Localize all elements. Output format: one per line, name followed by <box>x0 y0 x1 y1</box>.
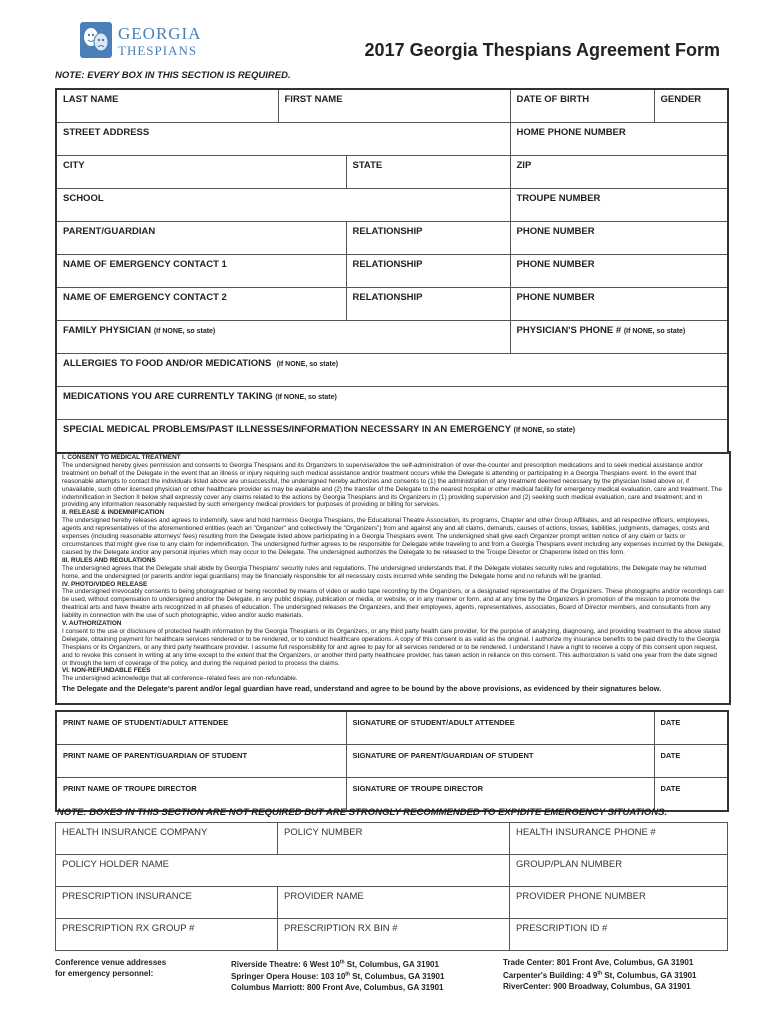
required-note: NOTE: EVERY BOX IN THIS SECTION IS REQUIRED. <box>55 70 291 81</box>
student-print-name-field[interactable]: PRINT NAME OF STUDENT/ADULT ATTENDEE <box>56 711 346 745</box>
parent-signature-field[interactable]: SIGNATURE OF PARENT/GUARDIAN OF STUDENT <box>346 745 654 778</box>
section-fees-text: The undersigned acknowledge that all conference–related fees are non-refundable. <box>62 675 298 683</box>
emergency2-phone-field[interactable]: PHONE NUMBER <box>510 288 728 321</box>
rivercenter-address: RiverCenter: 900 Broadway, Columbus, GA 31901 <box>503 981 691 991</box>
rx-id-field[interactable]: PRESCRIPTION ID # <box>510 919 728 951</box>
georgia-thespians-logo <box>80 22 210 62</box>
section-rules-heading: III. RULES AND REGULATIONS <box>62 556 156 564</box>
zip-field[interactable]: ZIP <box>510 156 728 189</box>
footer-venues-col1 <box>231 957 444 993</box>
phone-number-field[interactable]: PHONE NUMBER <box>510 222 728 255</box>
provider-name-field[interactable]: PROVIDER NAME <box>278 887 510 919</box>
emergency2-relationship-field[interactable]: RELATIONSHIP <box>346 288 510 321</box>
policy-number-field[interactable]: POLICY NUMBER <box>278 823 510 855</box>
city-field[interactable]: CITY <box>56 156 346 189</box>
rx-bin-field[interactable]: PRESCRIPTION RX BIN # <box>278 919 510 951</box>
legal-terms <box>55 451 731 705</box>
director-print-name-field[interactable]: PRINT NAME OF TROUPE DIRECTOR <box>56 778 346 812</box>
first-name-field[interactable]: FIRST NAME <box>278 89 510 123</box>
director-signature-field[interactable]: SIGNATURE OF TROUPE DIRECTOR <box>346 778 654 812</box>
insurance-table <box>55 822 728 951</box>
section-photo-text: The undersigned irrevocably consents to being photographed or being recorded by means of video or audio tape recording by the Organizers, or a designated representative of the Organizers. These photographs and/or recordings can be used, without compensation to undersigned and/or the Delegate, in any public display, publication or media, or website, or in any manner or form, and at any time by the Organizers in promotion of the mission to promote the theatrical arts and have theatre arts recognized in all phases of education. The undersigned releases the Organizers, and their employees, agents, representatives, associates, Board of Director members, and consultants from any liability in connection with the use of such photographic, video and/or audio materials. <box>62 588 724 620</box>
riverside-address: Riverside Theatre: 6 West 10th St, Columbus, GA 31901 <box>231 959 439 969</box>
state-field[interactable]: STATE <box>346 156 510 189</box>
relationship-field[interactable]: RELATIONSHIP <box>346 222 510 255</box>
springer-address: Springer Opera House: 103 10th St, Columbus, GA 31901 <box>231 971 445 982</box>
parent-date-field[interactable]: DATE <box>654 745 728 778</box>
section-release-heading: II. RELEASE & INDEMNIFICATION <box>62 509 165 517</box>
dob-field[interactable]: DATE OF BIRTH <box>510 89 654 123</box>
optional-note: NOTE: BOXES IN THIS SECTION ARE NOT REQUIRED BUT ARE STRONGLY RECOMMENDED TO EXPIDITE EMERGENCY SITUATIONS. <box>57 807 668 818</box>
section-consent-heading: I. CONSENT TO MEDICAL TREATMENT <box>62 454 181 461</box>
section-authorization-text: I consent to the use or disclosure of protected health information by the Georgia Thespians or its Organizers, or any third party health care provider, for the purpose of analyzing, diagnosing, and providing treatment to the above stated Delegate, obtaining payment for healthcare services rendered or to be rendered, or to conduct healthcare operations. A copy of this consent is as valid as the original. I authorize my insurance benefits to be paid directly to the Georgia Thespians or its Organizers, or any third party healthcare provider. I assume full responsibility for and agree to pay for all services rendered or to be rendered. I understand I have a right to receive a copy of this consent upon request, and to revoke this consent in writing at any time except to the extent that the Organizers, or another third party healthcare provider, has taken action in reliance on this consent. This authorization is valid one year from the date signed or through the term of coverage of the policy, and during the required period to process the claims. <box>62 627 721 667</box>
agreement-statement: The Delegate and the Delegate's parent and/or legal guardian have read, understand and agree to be bound by the above provisions, as evidenced by their signatures below. <box>62 684 662 694</box>
troupe-number-field[interactable]: TROUPE NUMBER <box>510 189 728 222</box>
director-date-field[interactable]: DATE <box>654 778 728 812</box>
trade-center-address: Trade Center: 801 Front Ave, Columbus, GA 31901 <box>503 958 694 967</box>
page-title: 2017 Georgia Thespians Agreement Form <box>364 40 720 60</box>
student-signature-field[interactable]: SIGNATURE OF STUDENT/ADULT ATTENDEE <box>346 711 654 745</box>
signature-table <box>55 710 729 812</box>
logo-line2: THESPIANS <box>118 43 198 58</box>
delegate-info-table <box>55 88 729 454</box>
insurance-phone-field[interactable]: HEALTH INSURANCE PHONE # <box>510 823 728 855</box>
emergency-contact2-field[interactable]: NAME OF EMERGENCY CONTACT 2 <box>56 288 346 321</box>
policy-holder-field[interactable]: POLICY HOLDER NAME <box>56 855 510 887</box>
section-fees-heading: VI. NON-REFUNDABLE FEES <box>62 667 151 675</box>
section-consent-text: The undersigned hereby gives permission and consents to Georgia Thespians and its Organizers to supervise/allow the self-administration of over-the-counter and prescription medications and to seek medical assistance and/or treatment on behalf of the Delegate in the event that an illness or injury requiring such medical assistance and/or treatment occurs while the Delegate is attending or participating in a Georgia Thespians event. In the event that reasonable attempts to contact the individuals listed above are unsuccessful, the undersigned hereby authorizes and consents to (1) the administration of any treatment deemed necessary by the physician listed above or, if unavailable, such other licensed physician or other healthcare provider as may be available and (2) the transfer of the Delegate to the nearest hospital or other medical facility for emergency medical evaluation, care and treatment. The indemnification in Section II below shall expressly cover any claims related to the actions by Georgia Thespians and its Organizers in (1) providing supervision and (2) seeking such medical evaluation, care and treatment; and in providing any information reasonably requested by such emergency medical providers for purposes of providing or billing for services. <box>62 461 722 509</box>
emergency1-relationship-field[interactable]: RELATIONSHIP <box>346 255 510 288</box>
street-address-field[interactable]: STREET ADDRESS <box>56 123 510 156</box>
allergies-field[interactable]: ALLERGIES TO FOOD AND/OR MEDICATIONS (If NONE, so state) <box>56 354 728 387</box>
emergency-contact1-field[interactable]: NAME OF EMERGENCY CONTACT 1 <box>56 255 346 288</box>
special-medical-field[interactable]: SPECIAL MEDICAL PROBLEMS/PAST ILLNESSES/INFORMATION NECESSARY IN AN EMERGENCY (If NONE, so state) <box>56 420 728 454</box>
footer-venue-label: Conference venue addresses for emergency personnel: <box>55 958 167 978</box>
group-plan-field[interactable]: GROUP/PLAN NUMBER <box>510 855 728 887</box>
school-field[interactable]: SCHOOL <box>56 189 510 222</box>
logo-line1: GEORGIA <box>118 24 202 43</box>
footer-venues-col2 <box>503 957 697 992</box>
section-authorization-heading: V. AUTHORIZATION <box>62 620 122 628</box>
section-release-text: The undersigned hereby releases and agrees to indemnify, save and hold harmless Georgia Thespians, the Educational Theatre Association, its programs, Chapter and other Group Affiliates, and all respective officers, employees, agents and representatives of the aforementioned entities (each an "Organizer" and collectively the "Organizers") from and against any and all claims, demands, causes of actions, losses, liabilities, judgments, damages, costs and expenses (including reasonable attorneys' fees) resulting from the Delegate listed above participating in a Georgia Thespians event. The undersigned shall give each Organizer prompt written notice of any claim or facts or circumstances that might give rise to any claim for indemnification. The undersigned further agrees to be responsible for Delegate while traveling to and from a Georgia Thespians event including any expenses incurred by the Delegate, caused by the Delegate and/or any personal injuries which may occur to the Delegate. The undersigned authorizes the Delegate to be released to the Troupe Director or Chaperone listed on this form. <box>62 517 724 556</box>
gender-field[interactable]: GENDER <box>654 89 728 123</box>
rx-group-field[interactable]: PRESCRIPTION RX GROUP # <box>56 919 278 951</box>
emergency1-phone-field[interactable]: PHONE NUMBER <box>510 255 728 288</box>
last-name-field[interactable]: LAST NAME <box>56 89 278 123</box>
medications-field[interactable]: MEDICATIONS YOU ARE CURRENTLY TAKING (If NONE, so state) <box>56 387 728 420</box>
home-phone-field[interactable]: HOME PHONE NUMBER <box>510 123 728 156</box>
parent-print-name-field[interactable]: PRINT NAME OF PARENT/GUARDIAN OF STUDENT <box>56 745 346 778</box>
masks-icon <box>80 22 112 58</box>
section-photo-heading: IV. PHOTO/VIDEO RELEASE <box>62 580 148 588</box>
provider-phone-field[interactable]: PROVIDER PHONE NUMBER <box>510 887 728 919</box>
physician-phone-field[interactable]: PHYSICIAN'S PHONE # (If NONE, so state) <box>510 321 728 354</box>
section-rules-text: The undersigned agrees that the Delegate shall abide by Georgia Thespians' security rules and regulations. The undersigned understands that, if the Delegate violates security rules and regulations, the Delegate may be returned home, and the undersigned (or parents and/or legal guardians) may be financially responsible for all necessary costs incurred while sending the Delegate home and no refunds will be granted. <box>62 564 707 580</box>
prescription-insurance-field[interactable]: PRESCRIPTION INSURANCE <box>56 887 278 919</box>
marriott-address: Columbus Marriott: 800 Front Ave, Columbus, GA 31901 <box>231 983 444 993</box>
parent-guardian-field[interactable]: PARENT/GUARDIAN <box>56 222 346 255</box>
student-date-field[interactable]: DATE <box>654 711 728 745</box>
family-physician-field[interactable]: FAMILY PHYSICIAN (If NONE, so state) <box>56 321 510 354</box>
insurance-company-field[interactable]: HEALTH INSURANCE COMPANY <box>56 823 278 855</box>
carpenter-address: Carpenter's Building: 4 9th St, Columbus, GA 31901 <box>503 970 697 980</box>
